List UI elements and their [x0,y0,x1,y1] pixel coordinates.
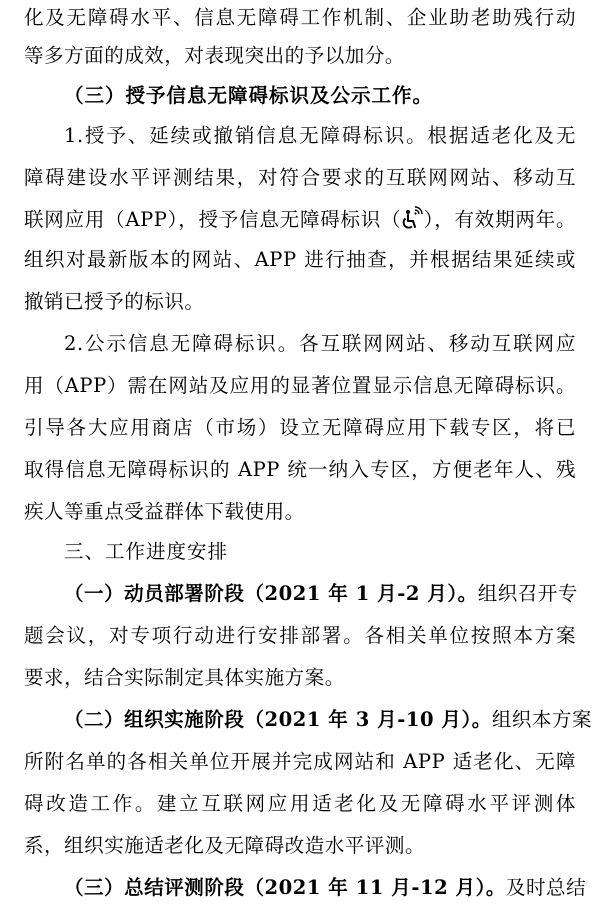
wheelchair-wifi-icon [401,206,423,230]
paragraph-line: 2.公示信息无障碍标识。各互联网网站、移动互联网应 [64,332,576,355]
paragraph-line: 化及无障碍水平、信息无障碍工作机制、企业助老助残行动 [24,6,576,29]
chapter-heading: 三、工作进度安排 [64,540,229,563]
stage-title: （三）总结评测阶段（2021 年 11 月-12 月）。 [64,876,506,899]
paragraph-line [64,577,576,611]
paragraph-line: 1.授予、延续或撤销信息无障碍标识。根据适老化及无 [64,124,576,147]
text-segment: 组织本方案 [491,708,593,731]
paragraph-line: 取得信息无障碍标识的 APP 统一纳入专区，方便老年人、残 [24,458,576,481]
paragraph-line: 所附名单的各相关单位开展并完成网站和 APP 适老化、无障 [24,750,576,773]
paragraph-line [64,703,593,737]
paragraph-line-with-icon [24,203,576,237]
paragraph-line: 要求，结合实际制定具体实施方案。 [24,666,345,689]
stage-title: （二）组织实施阶段（2021 年 3 月-10 月）。 [64,708,492,731]
paragraph-line [64,871,587,905]
text-segment: 组织召开专 [477,582,578,605]
paragraph-line: 引导各大应用商店（市场）设立无障碍应用下载专区，将已 [24,416,576,439]
paragraph-line: 疾人等重点受益群体下载使用。 [24,500,305,523]
stage-title: （一）动员部署阶段（2021 年 1 月-2 月）。 [64,582,478,605]
paragraph-line: 系，组织实施适老化及无障碍改造水平评测。 [24,834,426,857]
paragraph-line: 题会议，对专项行动进行安排部署。各相关单位按照本方案 [24,624,576,647]
text-segment: ），有效期两年。 [423,208,576,231]
paragraph-line: 障碍建设水平评测结果，对符合要求的互联网网站、移动互 [24,166,576,189]
paragraph-line: 组织对最新版本的网站、APP 进行抽查，并根据结果延续或 [24,248,576,271]
text-segment: 及时总结 [505,876,587,899]
paragraph-line: 碍改造工作。建立互联网应用适老化及无障碍水平评测体 [24,792,576,815]
section-heading: （三）授予信息无障碍标识及公示工作。 [64,84,434,107]
text-segment: 联网应用（APP），授予信息无障碍标识（ [24,208,402,231]
paragraph-line: 用（APP）需在网站及应用的显著位置显示信息无障碍标识。 [24,374,576,397]
paragraph-line: 撤销已授予的标识。 [24,290,205,313]
paragraph-line: 等多方面的成效，对表现突出的予以加分。 [24,44,405,67]
